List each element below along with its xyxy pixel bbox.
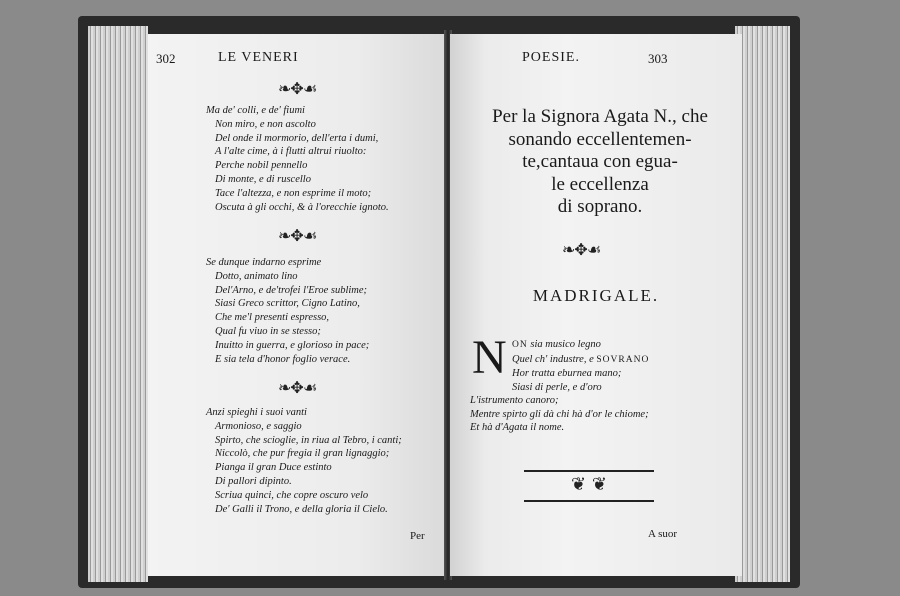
running-head: LE VENERI [218,50,299,65]
verse-text: sia musico legno [527,339,601,350]
verse-line: Di pallori dipinto. [215,475,292,487]
verse-line: Inuitto in guerra, e glorioso in pace; [215,339,370,351]
catchword: A suor [648,528,678,540]
verse-line: Ma de' colli, e de' fiumi [206,105,305,116]
verse-line: Niccolò, che pur fregia il gran lignaggio; [215,448,390,460]
left-page [148,34,446,576]
verse-line: Qual fu viuo in se stesso; [215,325,321,337]
verse-line: Del'Arno, e de'trofei l'Eroe sublime; [215,284,368,296]
drop-cap: N [472,331,507,384]
verse-line: Perche nobil pennello [215,160,308,172]
page-edges-left [88,26,148,582]
ornament-icon: ❧✥☙ [278,378,317,397]
stanza [206,406,436,516]
open-book [78,16,800,588]
verse-line: Dotto, animato lino [215,270,298,282]
verse-line: Tace l'altezza, e non esprime il moto; [215,187,372,199]
title-line: sonando eccellentemen- [508,128,692,150]
verse-line: Se dunque indarno esprime [206,257,322,268]
title-line: le eccellenza [551,173,649,195]
page-number: 302 [156,51,176,66]
stanza [206,256,436,366]
ornament-icon: ❧✥☙ [278,79,317,98]
verse-line: De' Galli il Trono, e della gloria il Cielo. [215,503,388,515]
verse-line: Siasi di perle, e d'oro [512,381,602,393]
verse-line: Scriua quinci, che copre oscuro velo [215,489,369,501]
verse-line [470,353,740,368]
verse-line: Non miro, e non ascolto [215,118,316,130]
verse-line: Armonioso, e saggio [215,420,302,432]
verse-line: A l'alte cime, à i flutti altrui riuolto: [215,146,367,158]
verse-line: Oscuta à gli occhi, & à l'orecchie ignoto. [215,201,389,213]
title-line: Per la Signora Agata N., che [492,106,708,127]
title-line: di soprano. [557,196,643,217]
verse-line: Mentre spirto gli dà chi hà d'or le chiome; [470,408,649,420]
verse-line: L'istrumento canoro; [470,395,559,406]
verse-line: Del onde il mormorio, dell'erta i dumi, [215,132,379,144]
verse-line: Et hà d'Agata il nome. [470,422,565,433]
page-edges-right [735,26,790,582]
right-page [450,34,742,576]
madrigal-text [470,338,740,435]
page-number: 303 [648,51,668,66]
ornament-icon: ❧✥☙ [562,240,601,259]
verse-line: E sia tela d'honor foglio verace. [215,353,351,365]
small-caps: SOVRANO [596,354,650,365]
section-heading: MADRIGALE. [532,286,660,305]
verse-text: Quel ch' industre, e [512,353,597,365]
poem-title [464,106,736,219]
ornament-icon: ❧✥☙ [278,226,317,245]
verse-line: Pianga il gran Duce estinto [215,462,332,474]
stanza [206,104,436,214]
verse-line [470,338,740,353]
verse-line: Hor tratta eburnea mano; [512,368,622,379]
verse-line: Di monte, e di ruscello [215,173,311,185]
verse-line: Anzi spieghi i suoi vanti [206,407,307,418]
verse-line: Che me'l presenti espresso, [215,312,330,324]
title-line: te,cantaua con egua- [522,151,678,172]
verse-line: Spirto, che scioglie, in riua al Tebro, i canti; [215,434,402,446]
small-caps: ON [512,340,528,350]
running-head: POESIE. [522,50,580,65]
tailpiece-ornament-icon: ❦ ❦ [524,470,654,502]
catchword: Per [410,530,425,542]
verse-line: Siasi Greco scrittor, Cigno Latino, [215,298,360,310]
